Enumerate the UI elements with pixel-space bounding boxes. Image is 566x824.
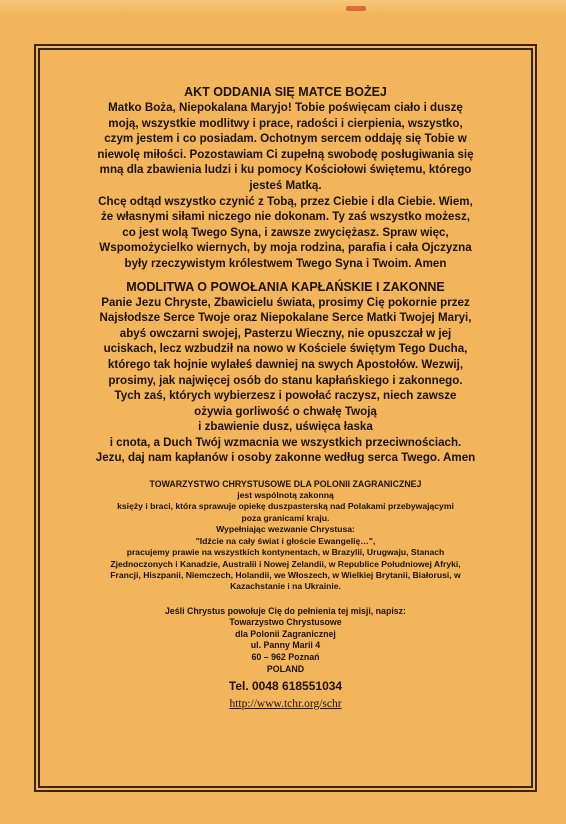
text-line: moją, wszystkie modlitwy i prace, radości i cierpienia, wszystko,: [108, 116, 463, 130]
text-line: i zbawienie dusz, uświęca łaska: [198, 420, 373, 434]
text-line: Wypełniając wezwanie Chrystusa:: [216, 524, 355, 535]
text-line: Francji, Hiszpanii, Niemczech, Holandii, we Włoszech, w Wielkiej Brytanii, Białorusi, w: [110, 569, 461, 580]
text-line: ożywia gorliwość o chwałę Twoją: [194, 404, 377, 418]
red-mark: [346, 6, 366, 11]
text-line: Tych zaś, których wybierzesz i powołać raczysz, niech zawsze: [114, 389, 457, 403]
page-top-edge: [0, 0, 566, 14]
act-title: AKT ODDANIA SIĘ MATCE BOŻEJ: [184, 85, 387, 99]
postal-address: [52, 617, 519, 676]
text-line: jesteś Matką.: [249, 178, 322, 192]
text-line: "Idźcie na cały świat i głoście Ewangelię…",: [195, 535, 376, 546]
address-line: ul. Panny Marii 4: [250, 640, 321, 651]
contact-info: [52, 605, 519, 712]
text-line: że własnymi siłami niczego nie dokonam. Ty zaś wszystko możesz,: [101, 210, 470, 224]
act-text: [52, 100, 519, 272]
text-line: Wspomożycielko wiernych, by moja rodzina, parafia i cała Ojczyzna: [99, 241, 472, 255]
address-line: POLAND: [266, 663, 305, 674]
text-line: prosimy, jak najwięcej osób do stanu kapłańskiego i zakonnego.: [108, 373, 463, 387]
text-line: niewolę miłości. Pozostawiam Ci zupełną swobodę posługiwania się: [97, 147, 474, 161]
text-line: jest wspólnotą zakonną: [237, 490, 334, 501]
text-line: były rzeczywistym królestwem Twego Syna i Twoim. Amen: [124, 256, 447, 270]
phone-number: Tel. 0048 618551034: [228, 678, 343, 693]
vocations-prayer: [52, 279, 519, 467]
act-of-consecration: [52, 84, 519, 272]
text-line: i cnota, a Duch Twój wzmacnia we wszystkich przeciwnościach.: [109, 435, 462, 449]
text-line: którego tak hojnie wylałeś dawniej na swych Apostołów. Wezwij,: [107, 357, 464, 371]
text-line: Kazachstanie i na Ukrainie.: [230, 581, 341, 592]
text-line: co jest wolą Twego Syna, i zawsze zwyciężasz. Spraw więc,: [122, 225, 449, 239]
text-line: uciskach, lecz wzbudził na nowo w Kościele świętym Tego Ducha,: [103, 342, 468, 356]
text-line: Panie Jezu Chryste, Zbawicielu świata, prosimy Cię pokornie przez: [101, 295, 470, 309]
society-text: [52, 490, 519, 593]
prayer-text: [52, 295, 519, 467]
text-line: Najsłodsze Serce Twoje oraz Niepokalane Serce Matki Twojej Maryi,: [99, 311, 472, 325]
text-line: czym jestem i co posiadam. Ochotnym sercem oddaję się Tobie w: [104, 132, 467, 146]
text-line: Jezu, daj nam kapłanów i osoby zakonne według serca Twego. Amen: [95, 451, 476, 465]
text-line: Zjednoczonych i Kanadzie, Australii i Nowej Zelandii, w Republice Południowej Afryki,: [110, 558, 461, 569]
text-line: księży i braci, która sprawuje opiekę duszpasterską nad Polakami przebywającymi: [117, 501, 454, 512]
contact-intro: Jeśli Chrystus powołuje Cię do pełnienia tej misji, napisz:: [165, 605, 406, 616]
text-line: mną dla zbawienia ludzi i ku pomocy Kościołowi świętemu, którego: [99, 163, 472, 177]
society-title: TOWARZYSTWO CHRYSTUSOWE DLA POLONII ZAGRANICZNEJ: [149, 479, 422, 490]
text-line: Matko Boża, Niepokalana Maryjo! Tobie poświęcam ciało i duszę: [108, 101, 463, 114]
address-line: dla Polonii Zagranicznej: [235, 628, 336, 639]
society-info: [52, 478, 519, 593]
address-line: 60 – 962 Poznań: [251, 652, 320, 663]
text-line: Chcę odtąd wszystko czynić z Tobą, przez Ciebie i dla Ciebie. Wiem,: [98, 194, 473, 208]
prayer-title: MODLITWA O POWOŁANIA KAPŁAŃSKIE I ZAKONNE: [126, 279, 445, 294]
website-link[interactable]: http://www.tchr.org/schr: [229, 697, 342, 710]
text-line: poza granicami kraju.: [241, 512, 330, 523]
leaflet-frame: [34, 44, 537, 792]
text-line: pracujemy prawie na wszystkich kontynentach, w Brazylii, Urugwaju, Stanach: [126, 547, 445, 558]
text-line: abyś owczarni swojej, Pasterzu Wieczny, nie opuszczał w jej: [119, 326, 452, 340]
address-line: Towarzystwo Chrystusowe: [229, 616, 342, 627]
